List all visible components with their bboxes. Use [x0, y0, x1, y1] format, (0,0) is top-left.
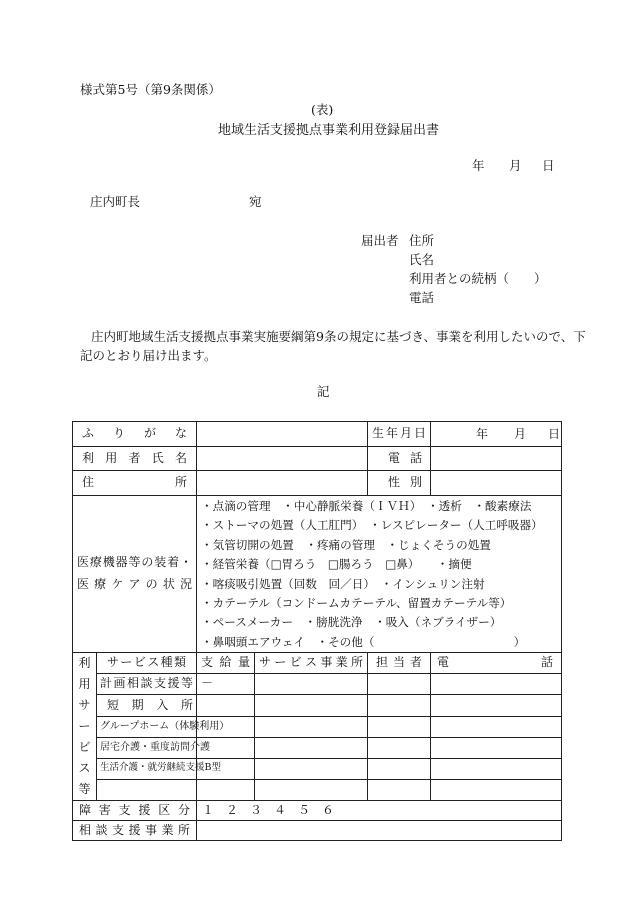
- phone-field[interactable]: [431, 447, 562, 471]
- service-provider[interactable]: [255, 674, 368, 695]
- care-item[interactable]: ・ストーマの処置（人工肛門） ・レスピレーター（人工呼吸器）: [201, 518, 543, 533]
- service-provider[interactable]: [255, 758, 368, 779]
- service-name: 短期入所: [97, 695, 197, 716]
- care-item[interactable]: ・鼻咽頭エアウェイ ・その他（ ）: [201, 634, 526, 649]
- amount-header: 支給量: [197, 653, 255, 674]
- service-name: 居宅介護・重度訪問介護: [97, 737, 197, 758]
- date-year: 年: [472, 158, 485, 173]
- consultation-office-field[interactable]: [197, 821, 562, 841]
- service-phone[interactable]: [431, 779, 562, 800]
- service-staff[interactable]: [368, 758, 431, 779]
- care-item[interactable]: ・気管切開の処置 ・疼痛の管理 ・じょくそうの処置: [201, 537, 491, 552]
- gender-label: 性別: [368, 471, 431, 496]
- birth-year: 年: [476, 427, 489, 441]
- addressee-name: 庄内町長: [90, 194, 141, 209]
- service-provider[interactable]: [255, 695, 368, 716]
- address-field[interactable]: [197, 471, 368, 496]
- staff-header: 担当者: [368, 653, 431, 674]
- service-phone[interactable]: [431, 758, 562, 779]
- service-phone-header: 電話: [431, 653, 562, 674]
- birth-month: 月: [514, 427, 527, 441]
- notifier-address: 住所: [409, 233, 435, 248]
- services-label: 利 用 サ ー ビ ス 等: [73, 653, 97, 801]
- addressee-suffix: 宛: [249, 194, 262, 209]
- service-staff[interactable]: [368, 737, 431, 758]
- date-day: 日: [542, 158, 555, 173]
- phone-label: 電話: [368, 447, 431, 471]
- body-text-line-2: 記のとおり届け出ます。: [80, 348, 217, 363]
- care-item[interactable]: ・点滴の管理 ・中心静脈栄養（ＩＶＨ） ・透析 ・酸素療法: [201, 499, 532, 513]
- notifier-label: 届出者: [361, 233, 399, 248]
- user-name-label: 利用者氏名: [73, 447, 197, 471]
- service-row: [73, 737, 562, 758]
- service-staff[interactable]: [368, 695, 431, 716]
- notifier-name: 氏名: [409, 252, 435, 267]
- notifier-relation: 利用者との続柄（ ）: [409, 271, 547, 286]
- service-amount[interactable]: [197, 779, 255, 800]
- ki-heading: 記: [317, 384, 330, 399]
- furigana-label: ふりがな: [73, 422, 197, 447]
- service-staff[interactable]: [368, 779, 431, 800]
- disability-class-options[interactable]: １ ２ ３ ４ ５ ６: [197, 801, 562, 821]
- care-item[interactable]: ・カテーテル（コンドームカテーテル、留置カテーテル等）: [201, 595, 512, 610]
- service-phone[interactable]: [431, 695, 562, 716]
- provider-header: サービス事業所: [255, 653, 368, 674]
- service-row: [73, 716, 562, 737]
- service-amount[interactable]: [197, 695, 255, 716]
- service-staff[interactable]: [368, 674, 431, 695]
- service-phone[interactable]: [431, 674, 562, 695]
- disability-class-label: 障害支援区分: [73, 801, 197, 821]
- service-row: [73, 758, 562, 779]
- notifier-phone: 電話: [409, 290, 435, 305]
- service-name: 生活介護・就労継続支援B型: [97, 758, 197, 779]
- service-phone[interactable]: [431, 737, 562, 758]
- care-item[interactable]: ・ペースメーカー ・膀胱洗浄 ・吸入（ネブライザー）: [201, 615, 502, 630]
- service-row: [73, 674, 562, 695]
- birthdate-label: 生年月日: [368, 422, 431, 447]
- service-type-header: サービス種類: [97, 653, 197, 674]
- medical-care-label: 医療機器等の装着・ 医療ケアの状況: [73, 496, 197, 653]
- form-number: 様式第5号（第9条関係）: [80, 82, 221, 97]
- service-name: 計画相談支援等: [97, 674, 197, 695]
- service-staff[interactable]: [368, 716, 431, 737]
- service-row: [73, 695, 562, 716]
- gender-field[interactable]: [431, 471, 562, 496]
- registration-table: [72, 421, 562, 841]
- care-item[interactable]: ・喀痰吸引処置（回数 回／日） ・インシュリン注射: [201, 576, 485, 591]
- birthdate-field[interactable]: [431, 422, 562, 447]
- care-item[interactable]: ・経管栄養（□胃ろう □腸ろう □鼻） ・摘便: [201, 557, 472, 572]
- address-label: 住所: [73, 471, 197, 496]
- service-name[interactable]: [97, 779, 197, 800]
- date-month: 月: [509, 158, 522, 173]
- service-provider[interactable]: [255, 716, 368, 737]
- birth-day: 日: [548, 427, 561, 441]
- service-amount[interactable]: －: [197, 674, 255, 695]
- service-provider[interactable]: [255, 737, 368, 758]
- service-name: グループホーム（体験利用）: [97, 716, 197, 737]
- service-row: [73, 779, 562, 800]
- service-phone[interactable]: [431, 716, 562, 737]
- medical-care-list: [197, 496, 562, 653]
- user-name-field[interactable]: [197, 447, 368, 471]
- body-text-line-1: 庄内町地域生活支援拠点事業実施要綱第9条の規定に基づき、事業を利用したいので、下: [91, 329, 586, 344]
- document-title: 地域生活支援拠点事業利用登録届出書: [218, 123, 440, 138]
- consultation-office-label: 相談支援事業所: [73, 821, 197, 841]
- side-label: (表): [311, 102, 334, 117]
- service-provider[interactable]: [255, 779, 368, 800]
- furigana-field[interactable]: [197, 422, 368, 447]
